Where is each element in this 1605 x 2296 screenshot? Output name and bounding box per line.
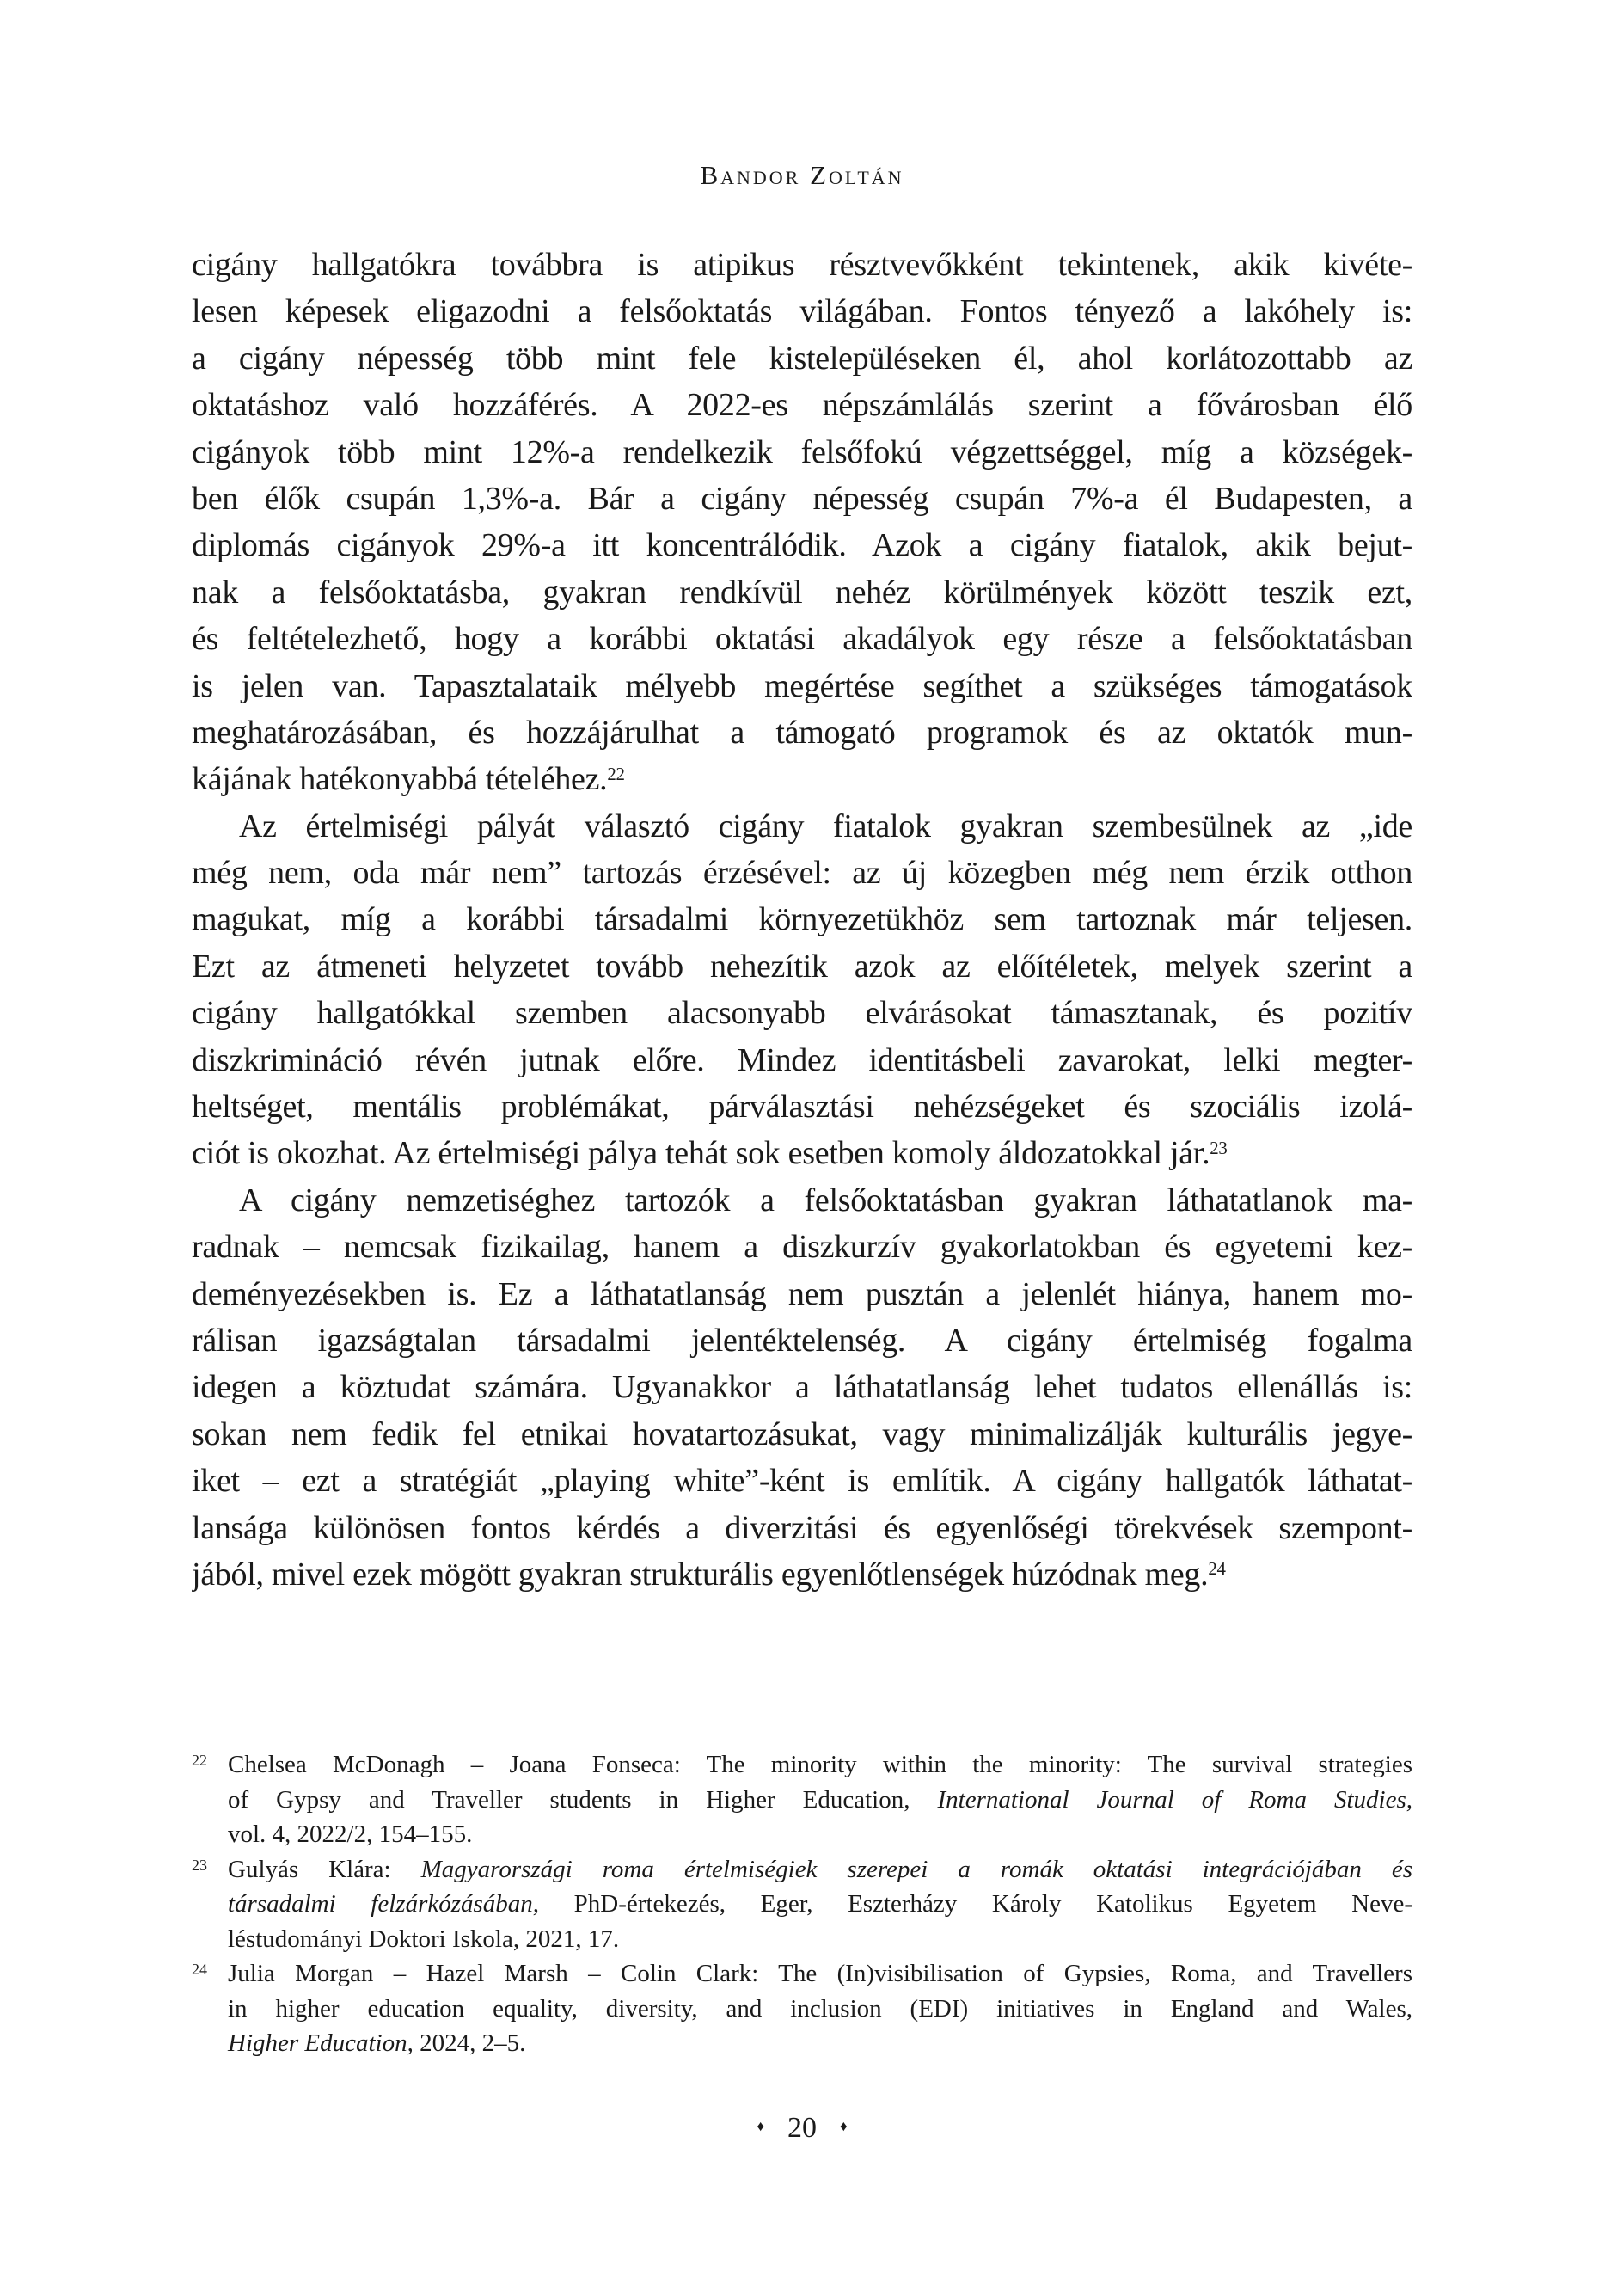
body-line: iket – ezt a stratégiát „playing white”-ként is említik. A cigány hallgatók láthatat- bbox=[192, 1463, 1412, 1500]
body-line: még nem, oda már nem” tartozás érzésével: az új közegben még nem érzik otthon bbox=[192, 855, 1412, 892]
footnote-text: Gulyás Klára: bbox=[228, 1855, 421, 1883]
footnote-text: Julia Morgan – Hazel Marsh – Colin Clark: The (In)visibilisation of Gypsies, Roma, and Travellers bbox=[228, 1960, 1412, 1987]
footnote-22 bbox=[192, 1747, 1412, 1852]
footnote-text: 2024, 2–5. bbox=[413, 2029, 526, 2057]
running-head-author: Bandor Zoltán bbox=[700, 160, 904, 190]
footnote-line bbox=[228, 1852, 1412, 1888]
body-line: A cigány nemzetiséghez tartozók a felsőoktatásban gyakran láthatatlanok ma- bbox=[239, 1182, 1412, 1219]
body-line: kájának hatékonyabbá tételéhez.$^{22}$ bbox=[192, 761, 625, 798]
body-line: meghatározásában, és hozzájárulhat a támogató programok és az oktatók mun- bbox=[192, 714, 1412, 751]
body-line: deményezésekben is. Ez a láthatatlanság nem pusztán a jelenlét hiánya, hanem mo- bbox=[192, 1275, 1412, 1312]
footnote-ref: 23 bbox=[1210, 1137, 1228, 1158]
footer-ornament-left: ♦ bbox=[757, 2118, 764, 2134]
footnote-line bbox=[228, 1817, 1412, 1852]
footnote-line bbox=[228, 1956, 1412, 1992]
body-line: nak a felsőoktatásba, gyakran rendkívül nehéz körülmények között teszik ezt, bbox=[192, 574, 1412, 611]
body-line: ben élők csupán 1,3%-a. Bár a cigány népesség csupán 7%-a él Budapesten, a bbox=[192, 480, 1412, 517]
body-line: idegen a köztudat számára. Ugyanakkor a láthatatlanság lehet tudatos ellenállás is: bbox=[192, 1369, 1412, 1406]
body-line: heltséget, mentális problémákat, párválasztási nehézségeket és szociális izolá- bbox=[192, 1089, 1412, 1126]
footnote-text-italic: Higher Education, bbox=[228, 2029, 414, 2057]
footnote-text: léstudományi Doktori Iskola, 2021, 17. bbox=[228, 1925, 620, 1953]
body-line: sokan nem fedik fel etnikai hovatartozásukat, vagy minimalizálják kulturális jegye- bbox=[192, 1415, 1412, 1452]
footnote-text-italic: International Journal of Roma Studies, bbox=[937, 1785, 1412, 1814]
page-number: 20 bbox=[787, 2112, 817, 2144]
footer-ornament-right: ♦ bbox=[840, 2118, 848, 2134]
body-line: jából, mivel ezek mögött gyakran strukturális egyenlőtlenségek húzódnak meg.$^{24}$ bbox=[192, 1556, 1226, 1593]
body-line: lansága különösen fontos kérdés a diverzitási és egyenlőségi törekvések szempont- bbox=[192, 1509, 1412, 1546]
body-line: diszkrimináció révén jutnak előre. Mindez identitásbeli zavarokat, lelki megter- bbox=[192, 1041, 1412, 1078]
footnote-text: vol. 4, 2022/2, 154–155. bbox=[228, 1820, 473, 1848]
footnote-line bbox=[228, 1783, 1412, 1818]
footnote-text: PhD-értekezés, Eger, Eszterházy Károly Katolikus Egyetem Neve- bbox=[539, 1890, 1412, 1918]
footnote-line bbox=[228, 1922, 1412, 1957]
footnote-text-italic: társadalmi felzárkózásában, bbox=[228, 1890, 540, 1918]
footnote-line bbox=[228, 1887, 1412, 1922]
body-line: és feltételezhető, hogy a korábbi oktatási akadályok egy része a felsőoktatásban bbox=[192, 621, 1412, 658]
body-line: cigány hallgatókkal szemben alacsonyabb elvárásokat támasztanak, és pozitív bbox=[192, 995, 1412, 1032]
footnote-ref: 22 bbox=[607, 763, 625, 784]
footnote-23 bbox=[192, 1852, 1412, 1957]
footnote-ref: 24 bbox=[1208, 1558, 1226, 1580]
footnote-text: of Gypsy and Traveller students in Higher Education, bbox=[228, 1785, 938, 1814]
body-line: diplomás cigányok 29%-a itt koncentrálódik. Azok a cigány fiatalok, akik bejut- bbox=[192, 527, 1412, 564]
footnote-line bbox=[228, 1992, 1412, 2027]
body-line: radnak – nemcsak fizikailag, hanem a diszkurzív gyakorlatokban és egyetemi kez- bbox=[192, 1229, 1412, 1266]
body-line: lesen képesek eligazodni a felsőoktatás világában. Fontos tényező a lakóhely is: bbox=[192, 293, 1412, 330]
body-text bbox=[192, 242, 1412, 1598]
footnotes-section bbox=[192, 1747, 1412, 2061]
page-footer bbox=[192, 2112, 1412, 2145]
body-line: ciót is okozhat. Az értelmiségi pálya tehát sok esetben komoly áldozatokkal jár.$^{23}$ bbox=[192, 1135, 1228, 1172]
body-line: magukat, míg a korábbi társadalmi környezetükhöz sem tartoznak már teljesen. bbox=[192, 901, 1412, 938]
footnote-text: in higher education equality, diversity, and inclusion (EDI) initiatives in England and Wales, bbox=[228, 1994, 1412, 2023]
body-line: cigány hallgatókra továbbra is atipikus résztvevőkként tekintenek, akik kivéte- bbox=[192, 247, 1412, 283]
footnote-24 bbox=[192, 1956, 1412, 2061]
body-line: cigányok több mint 12%-a rendelkezik felsőfokú végzettséggel, míg a községek- bbox=[192, 433, 1412, 470]
footnote-line bbox=[228, 2026, 1412, 2061]
footnote-number: 23 bbox=[192, 1856, 207, 1874]
footnote-number: 24 bbox=[192, 1961, 207, 1978]
body-line: oktatáshoz való hozzáférés. A 2022-es népszámlálás szerint a fővárosban élő bbox=[192, 387, 1412, 424]
footnote-text: Chelsea McDonagh – Joana Fonseca: The minority within the minority: The survival strategies bbox=[228, 1751, 1412, 1778]
footnote-line bbox=[228, 1747, 1412, 1783]
footnote-text-italic: Magyarországi roma értelmiségiek szerepei a romák oktatási integrációjában és bbox=[420, 1855, 1413, 1883]
body-line: Ezt az átmeneti helyzetet tovább nehezítik azok az előítéletek, melyek szerint a bbox=[192, 948, 1412, 985]
body-line: Az értelmiségi pályát választó cigány fiatalok gyakran szembesülnek az „ide bbox=[239, 807, 1412, 844]
body-line: rálisan igazságtalan társadalmi jelentéktelenség. A cigány értelmiség fogalma bbox=[192, 1322, 1412, 1359]
body-line: is jelen van. Tapasztalataik mélyebb megértése segíthet a szükséges támogatások bbox=[192, 667, 1412, 704]
footnote-number: 22 bbox=[192, 1752, 207, 1769]
body-line: a cigány népesség több mint fele kistelepüléseken él, ahol korlátozottabb az bbox=[192, 340, 1412, 377]
